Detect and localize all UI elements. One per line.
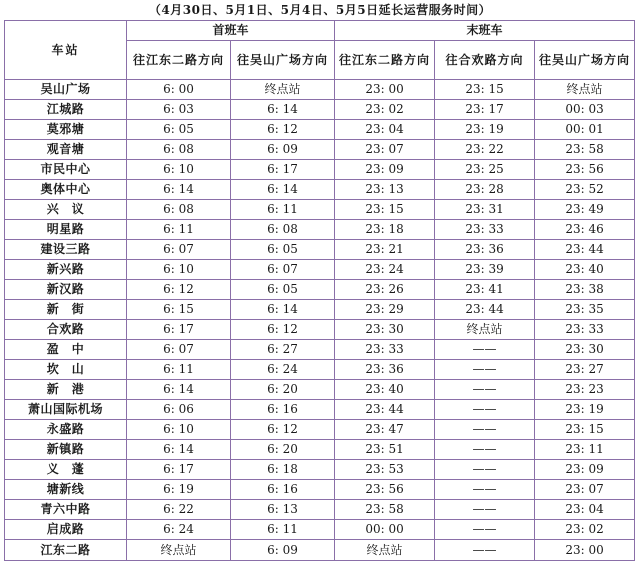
last-to-wushan-time: 23: 27 [535,360,635,380]
station-name: 明星路 [5,220,127,240]
last-to-hehuan-time: —— [435,340,535,360]
station-name: 盈 中 [5,340,127,360]
first-to-jiangdong-time: 6: 10 [127,260,231,280]
last-to-hehuan-time: 23: 17 [435,100,535,120]
table-row [5,440,635,460]
station-name: 塘新线 [5,480,127,500]
station-name: 永盛路 [5,420,127,440]
first-to-jiangdong-time: 终点站 [127,540,231,561]
last-to-jiangdong-time: 23: 30 [335,320,435,340]
last-to-hehuan-time: 23: 44 [435,300,535,320]
table-row [5,180,635,200]
last-to-jiangdong-time: 23: 18 [335,220,435,240]
station-name: 奥体中心 [5,180,127,200]
station-name: 兴 议 [5,200,127,220]
last-to-hehuan-time: 23: 22 [435,140,535,160]
last-to-hehuan-time: 23: 25 [435,160,535,180]
table-row [5,320,635,340]
last-to-wushan-time: 23: 46 [535,220,635,240]
last-to-jiangdong-time: 23: 44 [335,400,435,420]
first-to-wushan-time: 6: 09 [231,540,335,561]
last-to-jiangdong-time: 23: 02 [335,100,435,120]
first-to-jiangdong-time: 6: 11 [127,360,231,380]
last-to-wushan-time: 23: 38 [535,280,635,300]
first-to-wushan-header: 往吴山广场方向 [231,41,335,80]
first-to-jiangdong-time: 6: 17 [127,460,231,480]
timetable-header [5,21,635,80]
first-to-jiangdong-time: 6: 14 [127,380,231,400]
station-name: 新 港 [5,380,127,400]
last-to-wushan-time: 23: 09 [535,460,635,480]
first-to-jiangdong-time: 6: 00 [127,80,231,100]
first-to-jiangdong-time: 6: 24 [127,520,231,540]
first-to-wushan-time: 终点站 [231,80,335,100]
table-row [5,280,635,300]
header-row-groups [5,21,635,41]
last-to-jiangdong-time: 23: 09 [335,160,435,180]
first-to-wushan-time: 6: 16 [231,400,335,420]
first-to-jiangdong-time: 6: 08 [127,200,231,220]
first-to-wushan-time: 6: 14 [231,300,335,320]
station-name: 义 蓬 [5,460,127,480]
last-to-jiangdong-time: 23: 33 [335,340,435,360]
last-to-wushan-time: 23: 58 [535,140,635,160]
first-to-jiangdong-time: 6: 05 [127,120,231,140]
station-name: 莫邪塘 [5,120,127,140]
last-to-wushan-time: 23: 02 [535,520,635,540]
table-row [5,120,635,140]
table-row [5,400,635,420]
first-to-jiangdong-time: 6: 19 [127,480,231,500]
first-to-jiangdong-time: 6: 11 [127,220,231,240]
last-to-hehuan-time: 23: 39 [435,260,535,280]
last-to-hehuan-time: —— [435,460,535,480]
table-row [5,300,635,320]
station-name: 合欢路 [5,320,127,340]
last-to-jiangdong-time: 23: 07 [335,140,435,160]
station-name: 萧山国际机场 [5,400,127,420]
table-row [5,160,635,180]
first-to-wushan-time: 6: 12 [231,120,335,140]
last-to-jiangdong-time: 23: 40 [335,380,435,400]
table-row [5,340,635,360]
station-name: 新汉路 [5,280,127,300]
first-to-jiangdong-header: 往江东二路方向 [127,41,231,80]
table-row [5,140,635,160]
first-to-wushan-time: 6: 20 [231,440,335,460]
last-to-hehuan-time: 23: 33 [435,220,535,240]
first-to-jiangdong-time: 6: 14 [127,440,231,460]
first-to-jiangdong-time: 6: 07 [127,240,231,260]
table-row [5,480,635,500]
table-row [5,460,635,480]
table-row [5,500,635,520]
last-to-wushan-time: 23: 49 [535,200,635,220]
first-train-header: 首班车 [127,21,335,41]
station-name: 启成路 [5,520,127,540]
first-to-wushan-time: 6: 08 [231,220,335,240]
first-to-jiangdong-time: 6: 17 [127,320,231,340]
station-name: 坎 山 [5,360,127,380]
first-to-wushan-time: 6: 20 [231,380,335,400]
table-row [5,240,635,260]
last-to-hehuan-time: —— [435,400,535,420]
first-to-wushan-time: 6: 07 [231,260,335,280]
first-to-jiangdong-time: 6: 10 [127,160,231,180]
last-to-wushan-time: 23: 15 [535,420,635,440]
table-row [5,360,635,380]
last-to-jiangdong-time: 23: 13 [335,180,435,200]
last-to-jiangdong-time: 23: 53 [335,460,435,480]
last-to-wushan-time: 23: 04 [535,500,635,520]
station-name: 青六中路 [5,500,127,520]
table-row [5,220,635,240]
last-to-wushan-time: 23: 23 [535,380,635,400]
last-to-wushan-time: 23: 00 [535,540,635,561]
first-to-wushan-time: 6: 24 [231,360,335,380]
first-to-wushan-time: 6: 09 [231,140,335,160]
last-to-hehuan-time: —— [435,420,535,440]
last-to-wushan-time: 23: 07 [535,480,635,500]
table-row [5,380,635,400]
table-row [5,100,635,120]
last-to-jiangdong-time: 23: 21 [335,240,435,260]
table-row [5,260,635,280]
station-name: 吴山广场 [5,80,127,100]
first-to-wushan-time: 6: 16 [231,480,335,500]
last-to-hehuan-time: 23: 19 [435,120,535,140]
station-name: 新兴路 [5,260,127,280]
last-to-jiangdong-time: 23: 15 [335,200,435,220]
first-to-jiangdong-time: 6: 14 [127,180,231,200]
table-row [5,520,635,540]
last-to-hehuan-header: 往合欢路方向 [435,41,535,80]
last-to-wushan-time: 23: 52 [535,180,635,200]
last-to-wushan-time: 23: 35 [535,300,635,320]
table-row [5,80,635,100]
last-to-hehuan-time: —— [435,500,535,520]
first-to-jiangdong-time: 6: 03 [127,100,231,120]
first-to-wushan-time: 6: 18 [231,460,335,480]
last-to-hehuan-time: —— [435,480,535,500]
first-to-jiangdong-time: 6: 22 [127,500,231,520]
last-to-jiangdong-time: 23: 04 [335,120,435,140]
last-to-hehuan-time: —— [435,360,535,380]
last-to-jiangdong-time: 23: 00 [335,80,435,100]
last-to-wushan-time: 23: 40 [535,260,635,280]
first-to-wushan-time: 6: 12 [231,420,335,440]
last-to-hehuan-time: 23: 41 [435,280,535,300]
last-to-wushan-time: 23: 19 [535,400,635,420]
last-to-hehuan-time: 终点站 [435,320,535,340]
last-to-wushan-time: 终点站 [535,80,635,100]
station-name: 新 街 [5,300,127,320]
last-to-hehuan-time: 23: 36 [435,240,535,260]
station-name: 江东二路 [5,540,127,561]
table-row [5,540,635,561]
table-row [5,420,635,440]
first-to-jiangdong-time: 6: 12 [127,280,231,300]
first-to-jiangdong-time: 6: 08 [127,140,231,160]
first-to-wushan-time: 6: 05 [231,280,335,300]
last-to-wushan-time: 23: 56 [535,160,635,180]
last-to-jiangdong-time: 23: 29 [335,300,435,320]
last-to-jiangdong-time: 23: 47 [335,420,435,440]
last-to-hehuan-time: 23: 15 [435,80,535,100]
station-name: 建设三路 [5,240,127,260]
timetable-body [5,80,635,561]
first-to-wushan-time: 6: 17 [231,160,335,180]
last-to-wushan-time: 23: 11 [535,440,635,460]
first-to-jiangdong-time: 6: 06 [127,400,231,420]
last-to-wushan-time: 23: 30 [535,340,635,360]
first-to-wushan-time: 6: 11 [231,520,335,540]
first-to-wushan-time: 6: 14 [231,100,335,120]
last-to-hehuan-time: —— [435,520,535,540]
first-to-wushan-time: 6: 11 [231,200,335,220]
first-to-wushan-time: 6: 27 [231,340,335,360]
last-to-jiangdong-time: 23: 36 [335,360,435,380]
last-to-hehuan-time: —— [435,440,535,460]
last-to-jiangdong-time: 23: 24 [335,260,435,280]
last-to-wushan-time: 23: 44 [535,240,635,260]
first-to-wushan-time: 6: 14 [231,180,335,200]
first-to-wushan-time: 6: 12 [231,320,335,340]
last-to-hehuan-time: —— [435,540,535,561]
last-to-hehuan-time: 23: 31 [435,200,535,220]
station-name: 江城路 [5,100,127,120]
last-to-wushan-time: 00: 01 [535,120,635,140]
first-to-wushan-time: 6: 05 [231,240,335,260]
table-row [5,200,635,220]
station-name: 新镇路 [5,440,127,460]
timetable [4,20,635,561]
first-to-wushan-time: 6: 13 [231,500,335,520]
station-name: 市民中心 [5,160,127,180]
first-to-jiangdong-time: 6: 07 [127,340,231,360]
last-to-jiangdong-time: 23: 51 [335,440,435,460]
last-to-jiangdong-time: 00: 00 [335,520,435,540]
first-to-jiangdong-time: 6: 10 [127,420,231,440]
last-to-hehuan-time: —— [435,380,535,400]
last-to-wushan-time: 23: 33 [535,320,635,340]
last-to-jiangdong-time: 23: 56 [335,480,435,500]
last-to-jiangdong-time: 23: 26 [335,280,435,300]
last-to-wushan-time: 00: 03 [535,100,635,120]
last-to-jiangdong-time: 23: 58 [335,500,435,520]
subtitle: （4月30日、5月1日、5月4日、5月5日延长运营服务时间） [148,3,492,17]
last-to-jiangdong-time: 终点站 [335,540,435,561]
last-to-wushan-header: 往吴山广场方向 [535,41,635,80]
station-column-header: 车站 [5,21,127,80]
first-to-jiangdong-time: 6: 15 [127,300,231,320]
last-to-hehuan-time: 23: 28 [435,180,535,200]
last-to-jiangdong-header: 往江东二路方向 [335,41,435,80]
last-train-header: 末班车 [335,21,635,41]
station-name: 观音塘 [5,140,127,160]
